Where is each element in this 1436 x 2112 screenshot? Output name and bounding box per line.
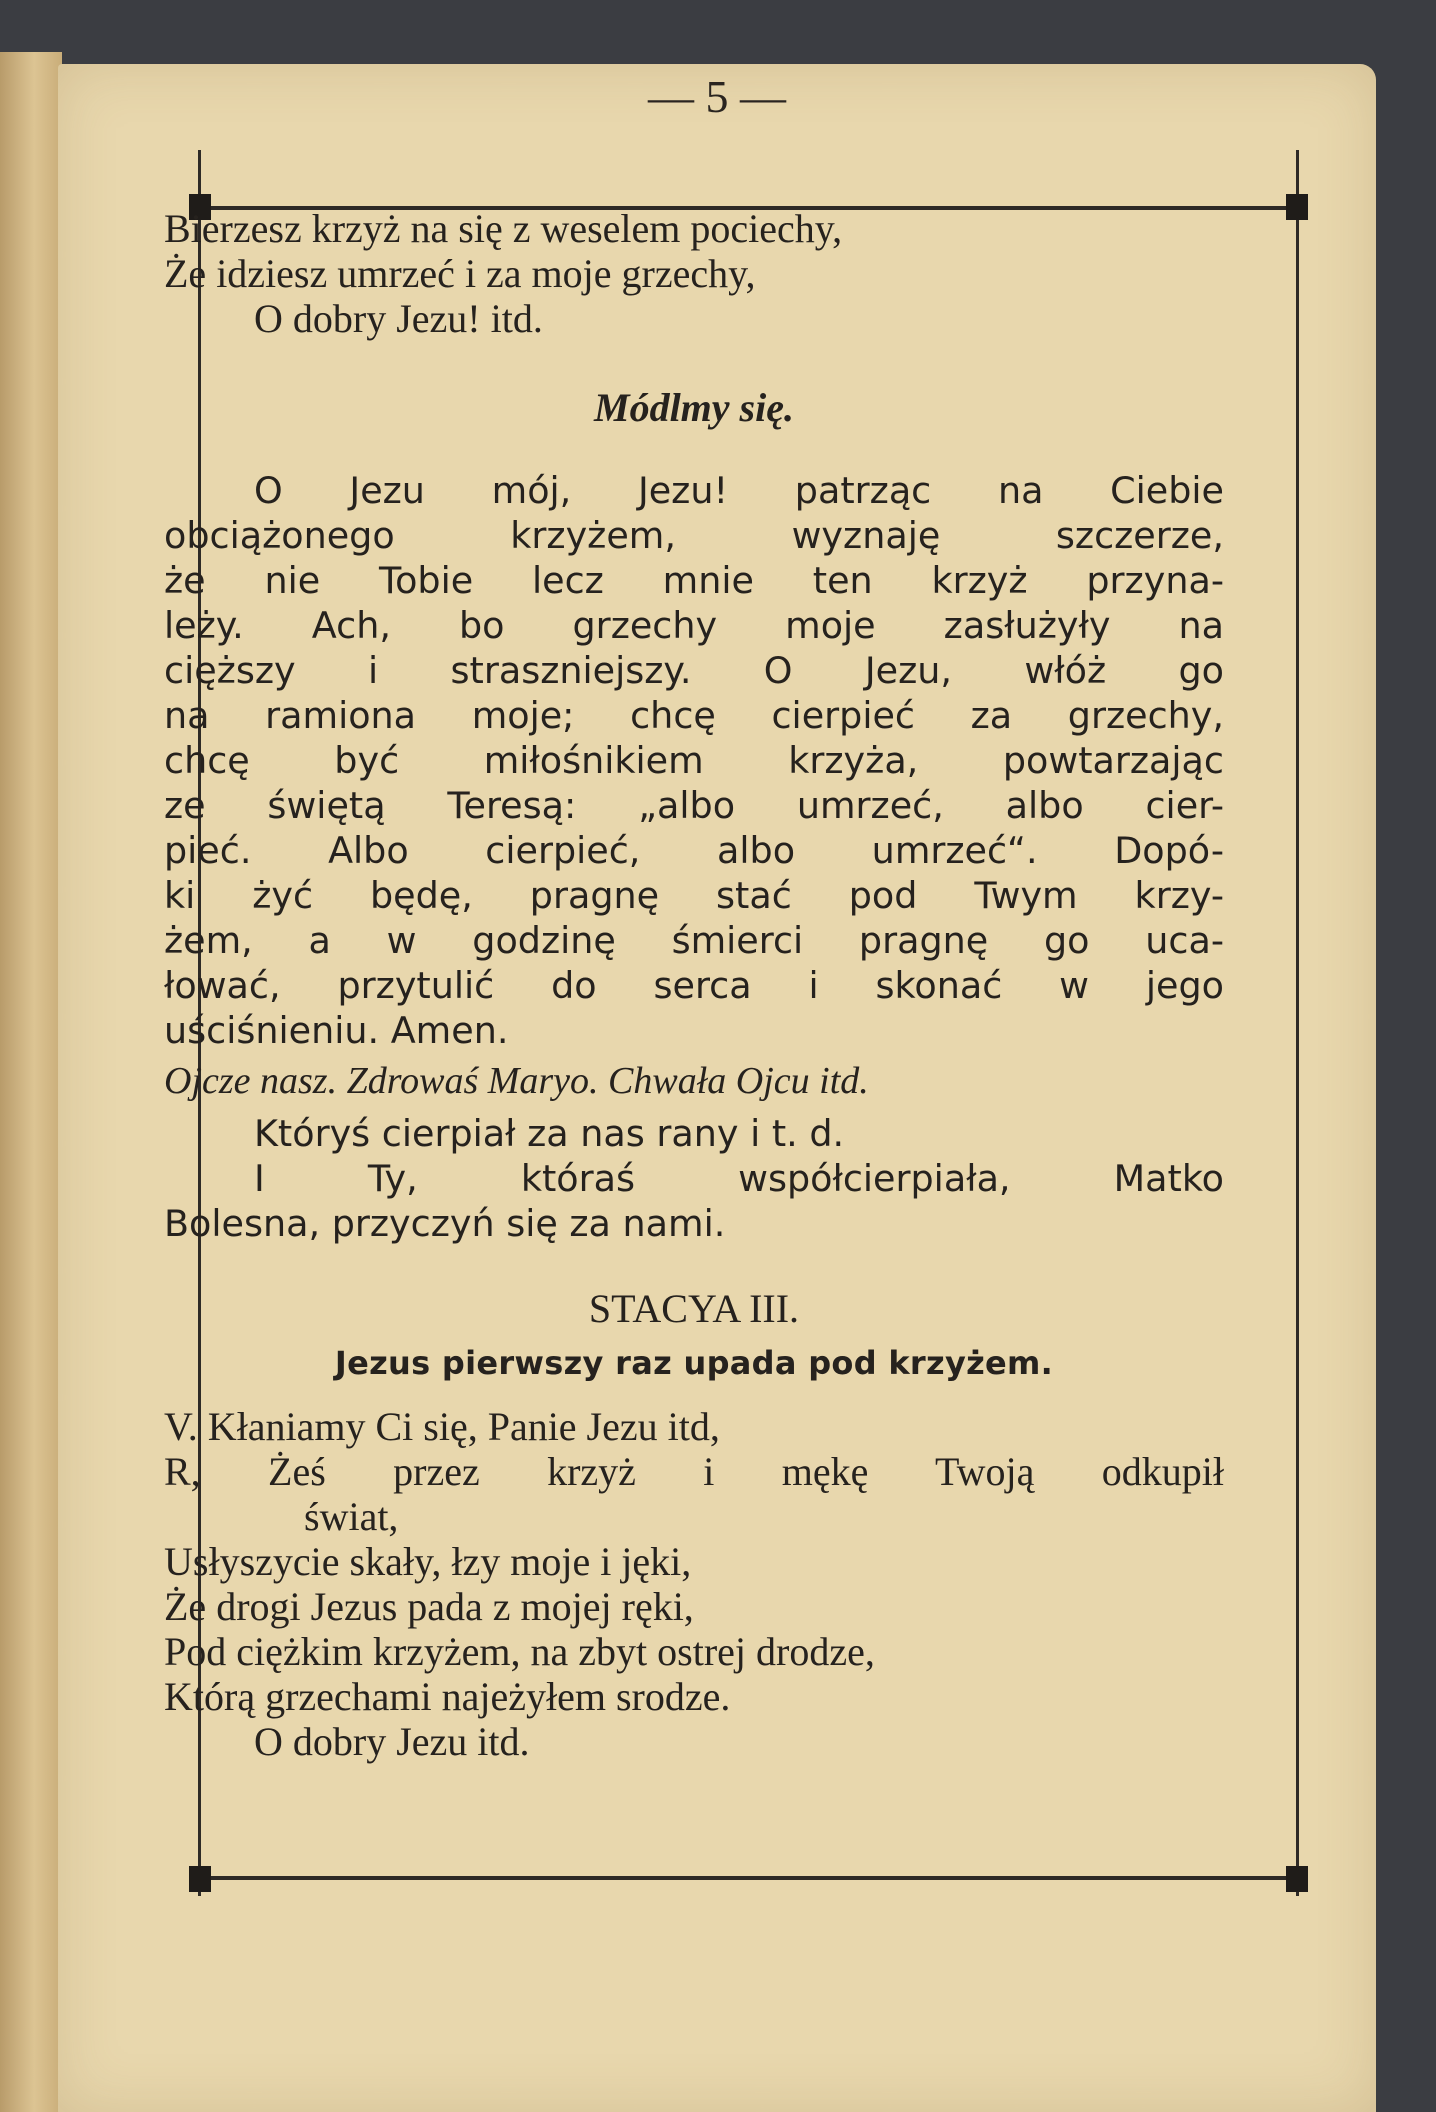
- prayer-line: uściśnieniu. Amen.: [164, 1009, 509, 1052]
- response-verse-continuation: świat,: [304, 1494, 399, 1539]
- station-title: STACYA III.: [588, 1286, 800, 1331]
- prayer-line: ze świętą Teresą: „albo umrzeć, albo cier-: [164, 784, 1224, 827]
- corner-ornament-bottom-right: [1286, 1866, 1308, 1892]
- corner-ornament-top-right: [1286, 194, 1308, 220]
- prayer-line: O Jezu mój, Jezu! patrząc na Ciebie: [254, 469, 1224, 512]
- verse-line: Usłyszycie skały, łzy moje i jęki,: [164, 1539, 692, 1584]
- after-prayer-line: Ojcze nasz. Zdrowaś Maryo. Chwała Ojcu itd.: [164, 1060, 869, 1102]
- prayer-line: na ramiona moje; chcę cierpieć za grzechy,: [164, 694, 1224, 737]
- verse-one: [164, 206, 1224, 341]
- response-verse-line: R, Żeś przez krzyż i mękę Twoją odkupił: [164, 1449, 1224, 1494]
- response-line: Bolesna, przyczyń się za nami.: [164, 1202, 726, 1245]
- prayer-line: żem, a w godzinę śmierci pragnę go uca-: [164, 919, 1224, 962]
- prayer-line: że nie Tobie lecz mnie ten krzyż przyna-: [164, 559, 1224, 602]
- page-text: [164, 206, 1224, 1764]
- verse-line: Którą grzechami najeżyłem srodze.: [164, 1674, 731, 1719]
- verse-refrain: O dobry Jezu! itd.: [254, 296, 543, 341]
- response-paragraph: [164, 1111, 1224, 1246]
- verse-refrain: O dobry Jezu itd.: [254, 1719, 530, 1764]
- verse-two: [164, 1539, 1224, 1764]
- versicle-block: [164, 1404, 1224, 1539]
- prayer-line: pieć. Albo cierpieć, albo umrzeć“. Dopó-: [164, 829, 1224, 872]
- prayer-heading: Módlmy się.: [594, 385, 794, 430]
- verse-line: Pod ciężkim krzyżem, na zbyt ostrej drodze,: [164, 1629, 875, 1674]
- response-line: I Ty, któraś współcierpiała, Matko: [254, 1157, 1224, 1200]
- prayer-paragraph: [164, 468, 1224, 1053]
- corner-ornament-bottom-left: [189, 1866, 211, 1892]
- station-subtitle: Jezus pierwszy raz upada pod krzyżem.: [334, 1344, 1054, 1382]
- prayer-line: cięższy i straszniejszy. O Jezu, włóż go: [164, 649, 1224, 692]
- response-line: Któryś cierpiał za nas rany i t. d.: [254, 1112, 845, 1155]
- facing-page-edge: [0, 52, 62, 2112]
- versicle-line: V. Kłaniamy Ci się, Panie Jezu itd,: [164, 1404, 720, 1449]
- prayer-line: leży. Ach, bo grzechy moje zasłużyły na: [164, 604, 1224, 647]
- page-number: — 5 —: [648, 71, 786, 122]
- prayer-line: obciążonego krzyżem, wyznaję szczerze,: [164, 514, 1224, 557]
- prayer-line: chcę być miłośnikiem krzyża, powtarzając: [164, 739, 1224, 782]
- verse-line: Że idziesz umrzeć i za moje grzechy,: [164, 251, 756, 296]
- prayer-line: łować, przytulić do serca i skonać w jego: [164, 964, 1224, 1007]
- prayer-line: ki żyć będę, pragnę stać pod Twym krzy-: [164, 874, 1224, 917]
- frame-bottom-rule: [201, 1876, 1296, 1880]
- verse-line: Bierzesz krzyż na się z weselem pociechy,: [164, 206, 843, 251]
- verse-line: Że drogi Jezus pada z mojej ręki,: [164, 1584, 694, 1629]
